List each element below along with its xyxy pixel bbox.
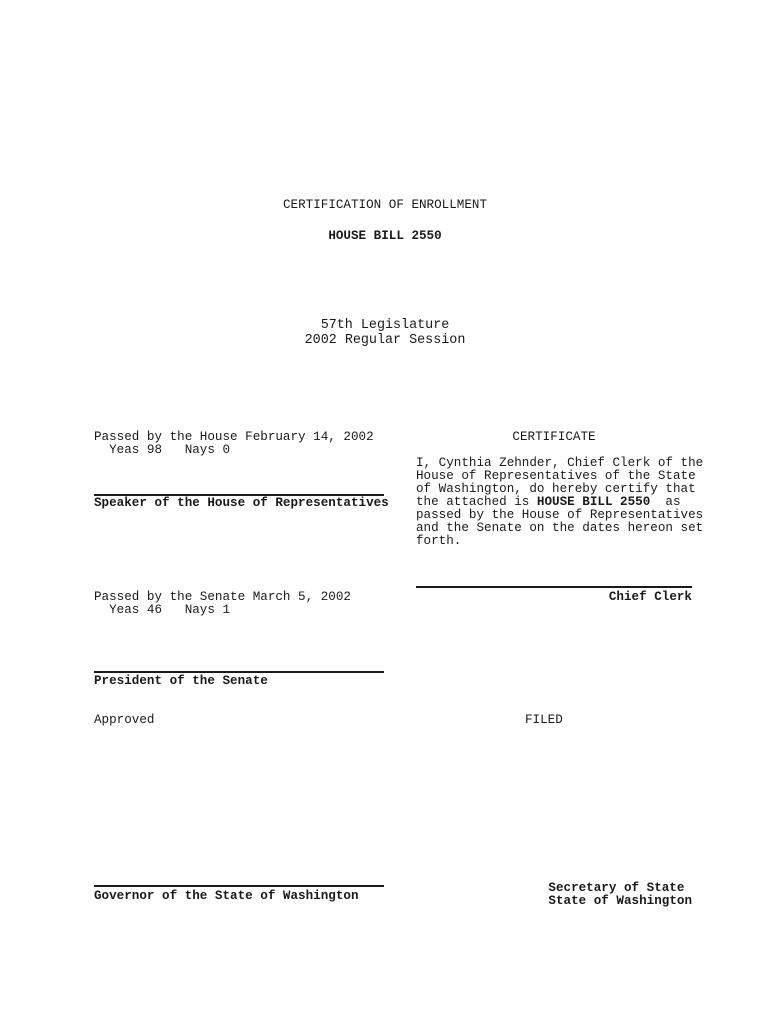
certificate-line-1: I, Cynthia Zehnder, Chief Clerk of the bbox=[416, 456, 704, 470]
governor-signature-line bbox=[94, 885, 384, 887]
president-signature-label: President of the Senate bbox=[94, 674, 268, 688]
filed-label: FILED bbox=[525, 713, 563, 727]
chief-clerk-signature-line bbox=[416, 586, 692, 588]
certificate-line-3: of Washington, do hereby certify that bbox=[416, 482, 696, 496]
governor-signature-label: Governor of the State of Washington bbox=[94, 889, 359, 903]
state-of-washington-label: State of Washington bbox=[548, 894, 692, 908]
bill-title: HOUSE BILL 2550 bbox=[328, 229, 442, 243]
house-passed-line: Passed by the House February 14, 2002 bbox=[94, 430, 374, 444]
chief-clerk-label: Chief Clerk bbox=[608, 590, 692, 604]
certificate-line-2: House of Representatives of the State bbox=[416, 469, 696, 483]
legislature-label: 57th Legislature bbox=[320, 318, 450, 333]
senate-votes-line: Yeas 46 Nays 1 bbox=[94, 603, 231, 617]
certification-title: CERTIFICATION OF ENROLLMENT bbox=[282, 198, 488, 212]
house-votes-line: Yeas 98 Nays 0 bbox=[94, 443, 231, 457]
certificate-line-4-pre: the attached is bbox=[416, 495, 537, 509]
certificate-heading: CERTIFICATE bbox=[512, 430, 596, 444]
speaker-signature-label: Speaker of the House of Representatives bbox=[94, 496, 389, 510]
senate-passed-line: Passed by the Senate March 5, 2002 bbox=[94, 590, 351, 604]
certificate-line-6: and the Senate on the dates hereon set bbox=[416, 521, 704, 535]
certificate-line-4-post: as bbox=[650, 495, 681, 509]
approved-label: Approved bbox=[94, 713, 155, 727]
session-label: 2002 Regular Session bbox=[304, 333, 466, 348]
certificate-bill-name: HOUSE BILL 2550 bbox=[536, 495, 651, 509]
president-signature-line bbox=[94, 671, 384, 673]
certificate-line-7: forth. bbox=[416, 534, 462, 548]
certificate-line-5: passed by the House of Representatives bbox=[416, 508, 704, 522]
secretary-line-1: Secretary of State bbox=[548, 881, 685, 895]
